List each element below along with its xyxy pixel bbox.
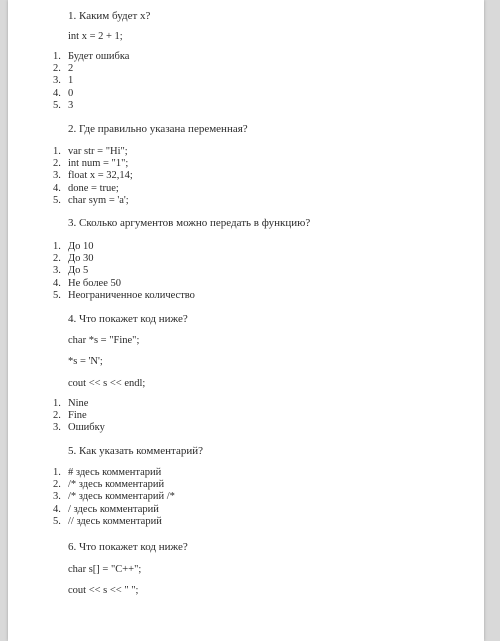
option-item: 5. // здесь комментарий bbox=[53, 515, 162, 527]
option-item: 3. Ошибку bbox=[53, 422, 105, 434]
option-item: 2. /* здесь комментарий bbox=[53, 479, 165, 491]
option-item: 2. int num = "1"; bbox=[53, 158, 129, 170]
question-2-title: 2. Где правильно указана переменная? bbox=[68, 123, 248, 135]
option-item: 3. /* здесь комментарий /* bbox=[53, 491, 175, 503]
question-3-options bbox=[53, 241, 195, 302]
option-item: 4. Не более 50 bbox=[53, 277, 122, 289]
option-item: 1. # здесь комментарий bbox=[53, 467, 162, 478]
option-item: 1. Будет ошибка bbox=[53, 51, 130, 62]
question-5-title: 5. Как указать комментарий? bbox=[68, 445, 203, 457]
option-item: 2. Fine bbox=[53, 410, 87, 422]
question-4-code-line-2: *s = 'N'; bbox=[68, 356, 103, 367]
option-item: 5. 3 bbox=[53, 99, 74, 111]
option-item: 1. var str = "Hi"; bbox=[53, 146, 128, 157]
option-item: 4. / здесь комментарий bbox=[53, 503, 159, 515]
question-4-code-line-1: char *s = "Fine"; bbox=[68, 335, 140, 346]
question-6-title: 6. Что покажет код ниже? bbox=[68, 541, 188, 553]
option-item: 4. 0 bbox=[53, 87, 74, 99]
option-item: 5. Неограниченное количество bbox=[53, 289, 195, 301]
question-2-options bbox=[53, 146, 133, 207]
option-item: 3. До 5 bbox=[53, 265, 89, 277]
question-6-code-line-1: char s[] = "C++"; bbox=[68, 564, 142, 575]
question-5-options bbox=[53, 467, 175, 528]
document-page bbox=[8, 0, 484, 641]
option-item: 5. char sym = 'a'; bbox=[53, 194, 129, 206]
question-1-options bbox=[53, 51, 129, 112]
option-item: 2. 2 bbox=[53, 63, 74, 75]
question-6-code-line-2: cout << s << " "; bbox=[68, 585, 139, 596]
question-3-title: 3. Сколько аргументов можно передать в функцию? bbox=[68, 217, 311, 229]
question-4-options bbox=[53, 398, 105, 435]
option-item: 4. done = true; bbox=[53, 182, 119, 194]
option-item: 1. До 10 bbox=[53, 241, 94, 252]
question-4-title: 4. Что покажет код ниже? bbox=[68, 313, 188, 325]
question-1-title: 1. Каким будет x? bbox=[68, 10, 151, 22]
option-item: 1. Nine bbox=[53, 398, 89, 409]
question-4-code-line-3: cout << s << endl; bbox=[68, 378, 146, 389]
question-1-code-line-1: int x = 2 + 1; bbox=[68, 31, 123, 42]
option-item: 2. До 30 bbox=[53, 253, 94, 265]
option-item: 3. float x = 32,14; bbox=[53, 170, 133, 182]
option-item: 3. 1 bbox=[53, 75, 74, 87]
